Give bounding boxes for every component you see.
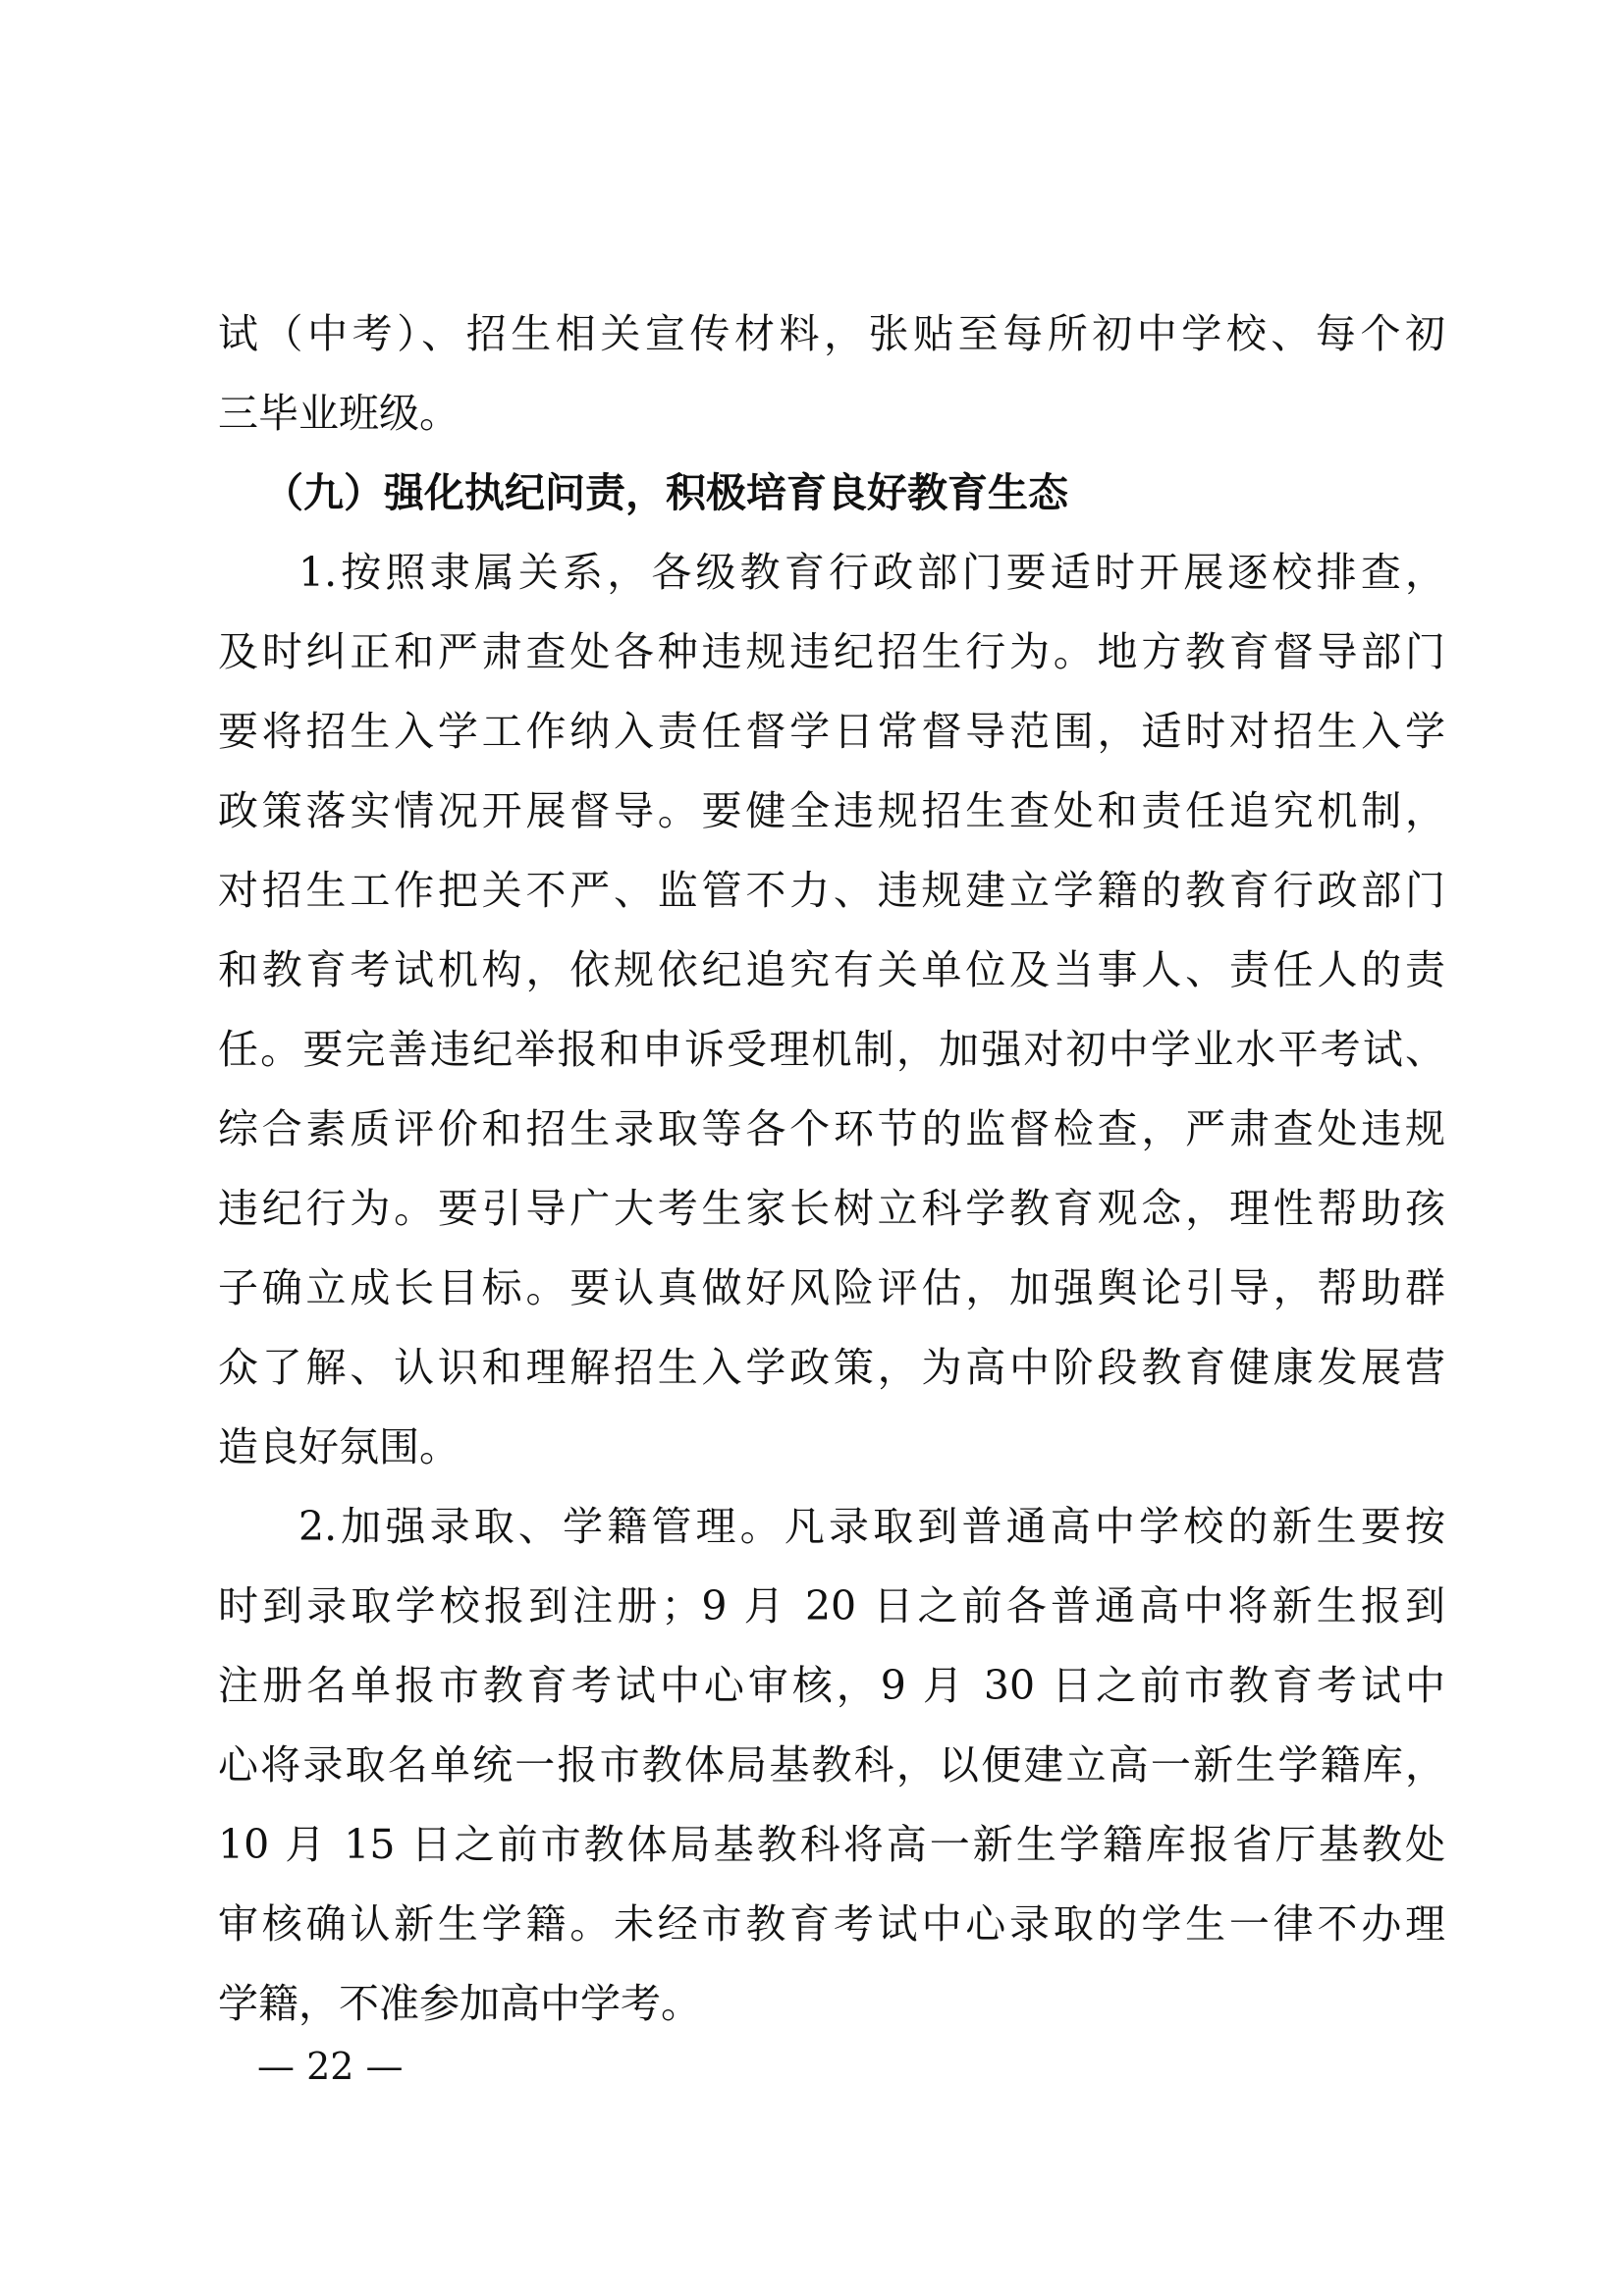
- paragraph-line: 子确立成长目标。要认真做好风险评估，加强舆论引导，帮助群: [218, 1264, 1445, 1311]
- paragraph-line: 1.按照隶属关系，各级教育行政部门要适时开展逐校排查，: [298, 549, 1445, 596]
- paragraph-line: 注册名单报市教育考试中心审核，9 月 30 日之前市教育考试中: [218, 1662, 1445, 1709]
- paragraph-line: 学籍，不准参加高中学考。: [218, 1980, 701, 2027]
- section-heading: （九）强化执纪问责，积极培育良好教育生态: [263, 469, 1068, 516]
- paragraph-line: 心将录取名单统一报市教体局基教科，以便建立高一新生学籍库，: [218, 1741, 1445, 1789]
- paragraph-line: 造良好氛围。: [218, 1423, 460, 1470]
- paragraph-line: 综合素质评价和招生录取等各个环节的监督检查，严肃查处违规: [218, 1105, 1445, 1152]
- paragraph-line: 违纪行为。要引导广大考生家长树立科学教育观念，理性帮助孩: [218, 1185, 1445, 1232]
- paragraph-line: 2.加强录取、学籍管理。凡录取到普通高中学校的新生要按: [298, 1503, 1445, 1550]
- paragraph-line: 及时纠正和严肃查处各种违规违纪招生行为。地方教育督导部门: [218, 628, 1445, 675]
- paragraph-line: 要将招生入学工作纳入责任督学日常督导范围，适时对招生入学: [218, 708, 1445, 755]
- paragraph-line: 对招生工作把关不严、监管不力、违规建立学籍的教育行政部门: [218, 867, 1445, 914]
- paragraph-line: 三毕业班级。: [218, 390, 460, 437]
- paragraph-line: 和教育考试机构，依规依纪追究有关单位及当事人、责任人的责: [218, 946, 1445, 993]
- paragraph-line: 任。要完善违纪举报和申诉受理机制，加强对初中学业水平考试、: [218, 1026, 1445, 1073]
- paragraph-line: 众了解、认识和理解招生入学政策，为高中阶段教育健康发展营: [218, 1344, 1445, 1391]
- paragraph-line: 政策落实情况开展督导。要健全违规招生查处和责任追究机制，: [218, 787, 1445, 834]
- paragraph-line: 试（中考）、招生相关宣传材料，张贴至每所初中学校、每个初: [218, 310, 1445, 357]
- paragraph-line: 时到录取学校报到注册；9 月 20 日之前各普通高中将新生报到: [218, 1582, 1445, 1629]
- page-number: — 22 —: [257, 2045, 404, 2088]
- paragraph-line: 10 月 15 日之前市教体局基教科将高一新生学籍库报省厅基教处: [218, 1821, 1445, 1868]
- body-text: [218, 294, 1445, 2044]
- paragraph-line: 审核确认新生学籍。未经市教育考试中心录取的学生一律不办理: [218, 1900, 1445, 1948]
